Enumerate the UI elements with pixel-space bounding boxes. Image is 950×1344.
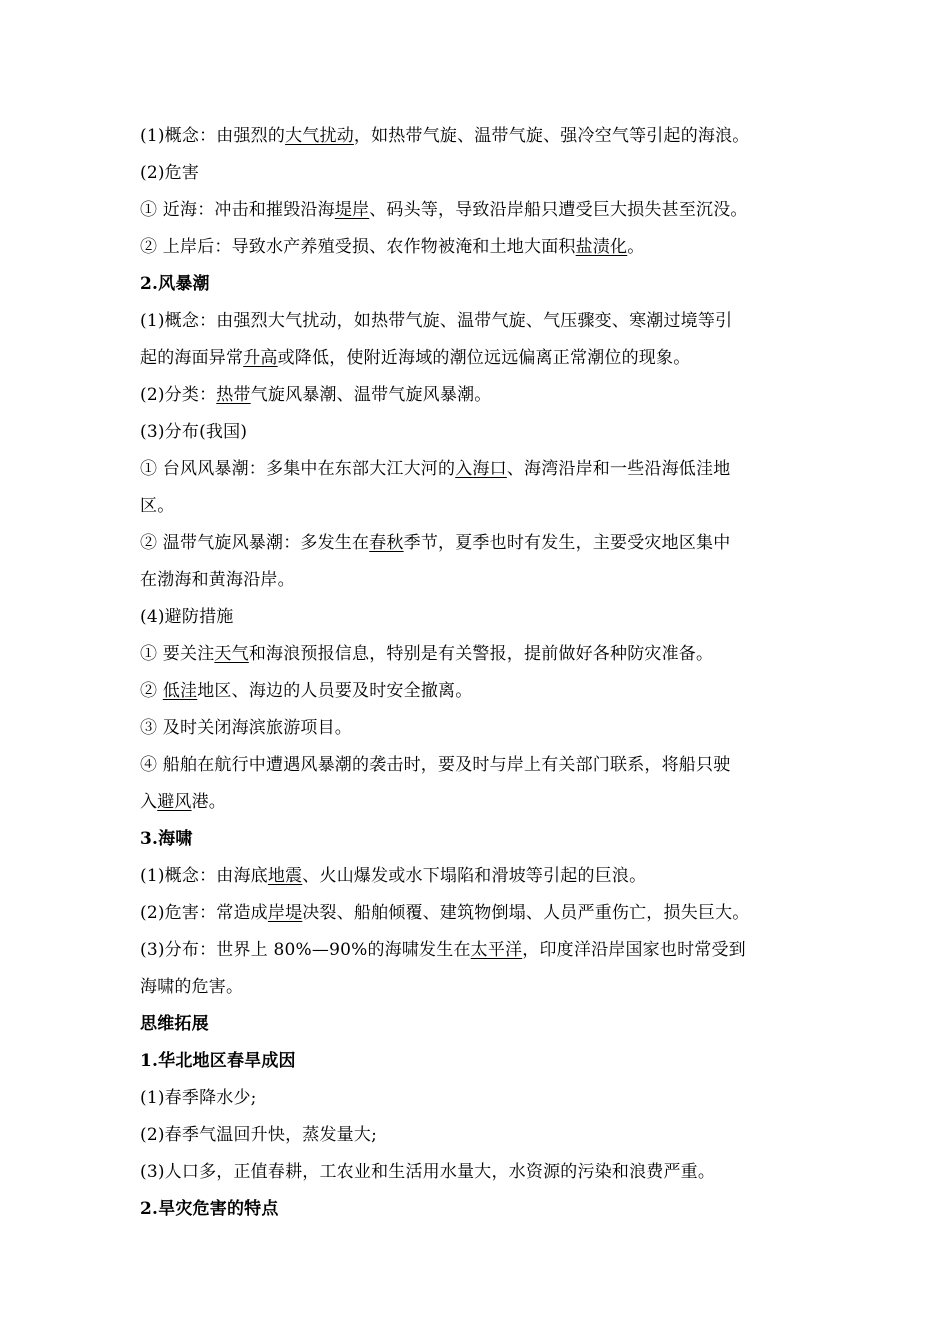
tsunami-title: 3.海啸 [140,829,193,849]
drought-cause-1: (1)春季降水少; [140,1088,257,1108]
tsunami-distribution-line-1: (3)分布：世界上 80%—90%的海啸发生在太平洋，印度洋沿岸国家也时常受到 [140,940,746,960]
storm-surge-classify: (2)分类：热带气旋风暴潮、温带气旋风暴潮。 [140,385,492,405]
underlined-term: 盐渍化 [575,237,628,257]
storm-surge-distribution-1-line-1: ① 台风风暴潮：多集中在东部大江大河的入海口、海湾沿岸和一些沿海低洼地 [140,459,731,479]
storm-surge-distribution-title: (3)分布(我国) [140,422,248,442]
storm-surge-prevention-4-line-1: ④ 船舶在航行中遭遇风暴潮的袭击时，要及时与岸上有关部门联系，将船只驶 [140,755,731,775]
storm-surge-concept-line-1: (1)概念：由强烈大气扰动，如热带气旋、温带气旋、气压骤变、寒潮过境等引 [140,311,733,331]
underlined-term: 大气扰动 [285,126,354,146]
storm-wave-harm-1: ① 近海：冲击和摧毁沿海堤岸、码头等，导致沿岸船只遭受巨大损失甚至沉没。 [140,200,748,220]
underlined-term: 低洼 [162,681,198,701]
underlined-term: 天气 [214,644,249,664]
tsunami-harm: (2)危害：常造成岸堤决裂、船舶倾覆、建筑物倒塌、人员严重伤亡，损失巨大。 [140,903,750,923]
underlined-term: 热带 [216,385,251,405]
underlined-term: 入海口 [455,459,507,479]
document-page [140,118,812,1228]
underlined-term: 地震 [267,866,303,886]
drought-features-title: 2.旱灾危害的特点 [140,1199,279,1219]
drought-cause-2: (2)春季气温回升快，蒸发量大; [140,1125,378,1145]
tsunami-concept: (1)概念：由海底地震、火山爆发或水下塌陷和滑坡等引起的巨浪。 [140,866,647,886]
storm-wave-harm-2: ② 上岸后：导致水产养殖受损、农作物被淹和土地大面积盐渍化。 [140,237,645,257]
underlined-term: 春秋 [369,533,404,553]
storm-surge-distribution-1-line-2: 区。 [140,496,175,516]
underlined-term: 升高 [243,348,278,368]
storm-wave-harm-title: (2)危害 [140,163,200,183]
storm-surge-prevention-3: ③ 及时关闭海滨旅游项目。 [140,718,353,738]
storm-surge-prevention-2: ② 低洼地区、海边的人员要及时安全撤离。 [140,681,473,701]
storm-surge-prevention-title: (4)避防措施 [140,607,234,627]
storm-surge-distribution-2-line-1: ② 温带气旋风暴潮：多发生在春秋季节，夏季也时有发生，主要受灾地区集中 [140,533,731,553]
drought-causes-title: 1.华北地区春旱成因 [140,1051,296,1071]
storm-surge-prevention-1: ① 要关注天气和海浪预报信息，特别是有关警报，提前做好各种防灾准备。 [140,644,714,664]
storm-surge-title: 2.风暴潮 [140,274,210,294]
drought-cause-3: (3)人口多，正值春耕，工农业和生活用水量大，水资源的污染和浪费严重。 [140,1162,716,1182]
storm-surge-concept-line-2: 起的海面异常升高或降低，使附近海域的潮位远远偏离正常潮位的现象。 [140,348,691,368]
tsunami-distribution-line-2: 海啸的危害。 [140,977,244,997]
underlined-term: 岸堤 [267,903,303,923]
storm-wave-concept: (1)概念：由强烈的大气扰动，如热带气旋、温带气旋、强冷空气等引起的海浪。 [140,126,750,146]
storm-surge-prevention-4-line-2: 入避风港。 [140,792,227,812]
underlined-term: 避风 [157,792,192,812]
thinking-extension-title: 思维拓展 [140,1014,209,1034]
underlined-term: 堤岸 [334,200,370,220]
storm-surge-distribution-2-line-2: 在渤海和黄海沿岸。 [140,570,295,590]
underlined-term: 太平洋 [470,940,523,960]
